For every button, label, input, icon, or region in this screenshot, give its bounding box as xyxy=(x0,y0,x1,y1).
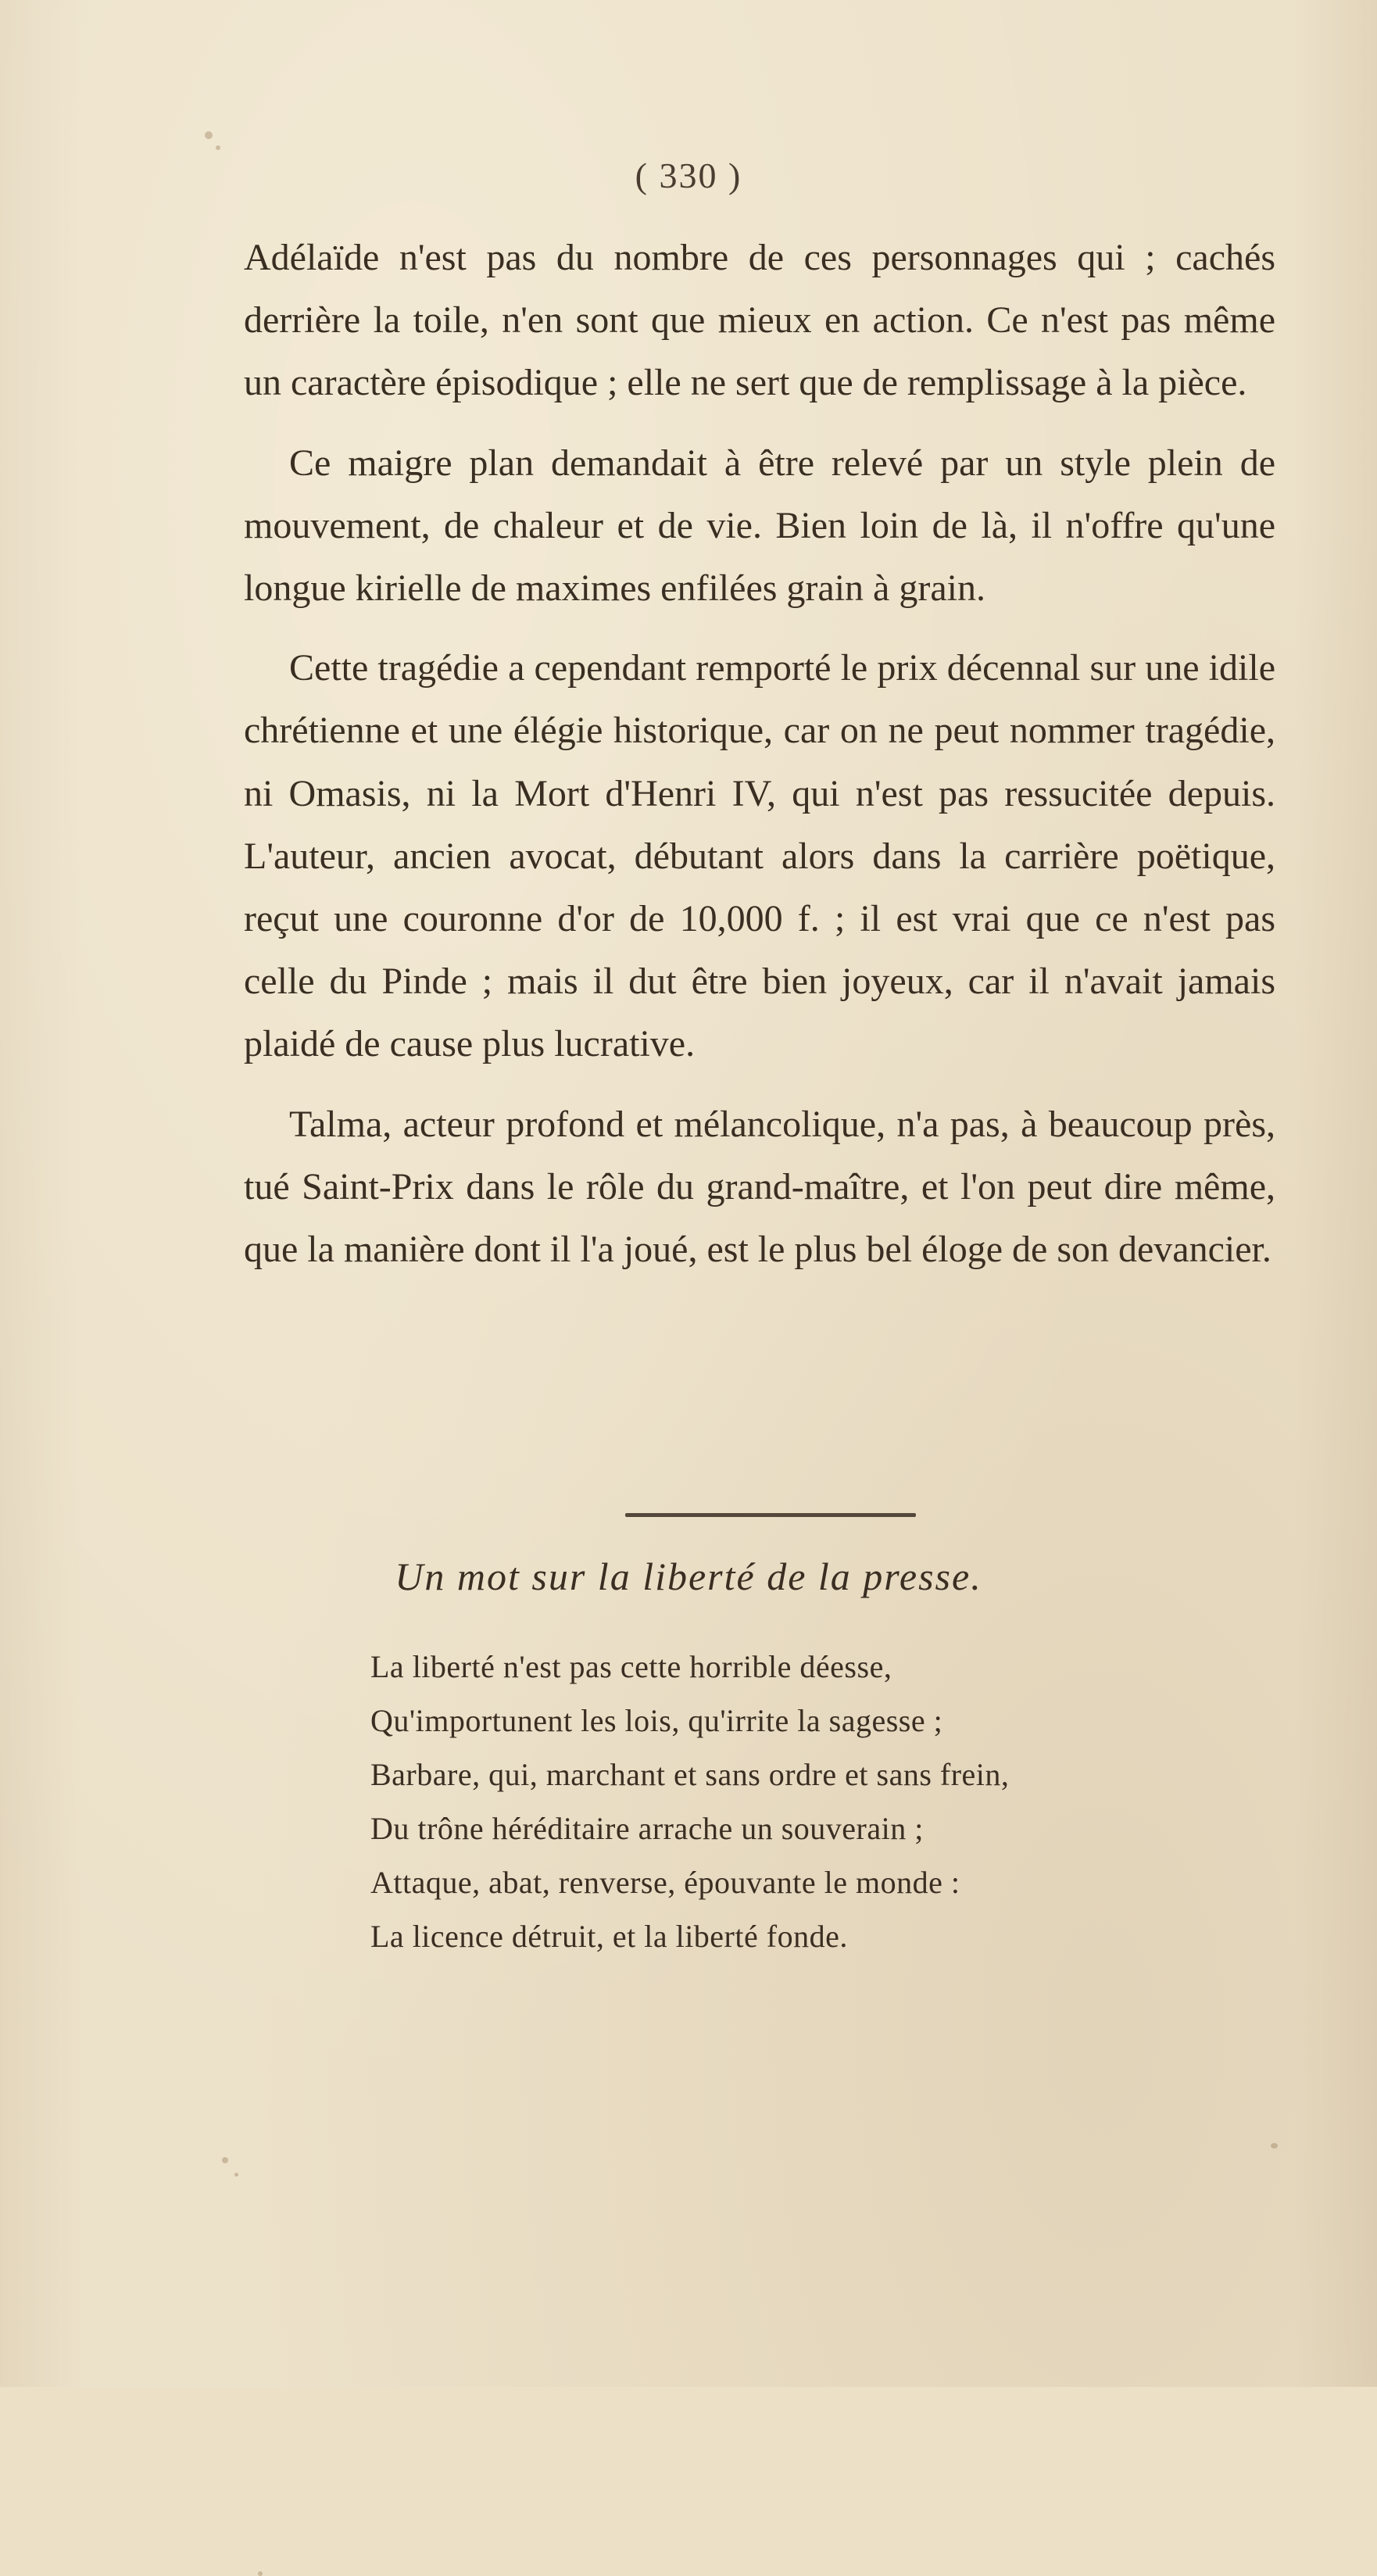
paper-spot xyxy=(1271,2143,1278,2148)
poem-line: La licence détruit, et la liberté fonde. xyxy=(370,1919,848,1954)
paragraph-1: Adélaïde n'est pas du nombre de ces personnages qui ; cachés derrière la toile, n'en sont que mieux en action. Ce n'est pas même un caractère épisodique ; elle ne sert que de remplissage à la pièce. xyxy=(244,237,1275,404)
paragraph-4: Talma, acteur profond et mélancolique, n'a pas, à beaucoup près, tué Saint-Prix dans le rôle du grand-maître, et l'on peut dire même, que la manière dont il l'a joué, est le plus bel éloge de son devancier. xyxy=(244,1103,1275,1271)
poem-line: Attaque, abat, renverse, épouvante le monde : xyxy=(370,1865,960,1900)
paper-spot xyxy=(216,145,220,150)
paper-spot xyxy=(205,131,213,139)
paper-spot xyxy=(234,2173,238,2177)
paragraph-2: Ce maigre plan demandait à être relevé par un style plein de mouvement, de chaleur et de vie. Bien loin de là, il n'offre qu'une longue kirielle de maximes enfilées grain à grain. xyxy=(244,442,1275,610)
poem-line: La liberté n'est pas cette horrible déesse, xyxy=(370,1649,892,1684)
poem xyxy=(370,1640,1269,1963)
paragraph-3: Cette tragédie a cependant remporté le prix décennal sur une idile chrétienne et une élégie historique, car on ne peut nommer tragédie, ni Omasis, ni la Mort d'Henri IV, qui n'est pas ressucitée depuis. L'auteur, ancien avocat, débutant alors dans la carrière poëtique, reçut une couronne d'or de 10,000 f. ; il est vrai que ce n'est pas celle du Pinde ; mais il dut être bien joyeux, car il n'avait jamais plaidé de cause plus lucrative. xyxy=(244,647,1275,1065)
prose-body xyxy=(244,227,1275,1281)
poem-line: Barbare, qui, marchant et sans ordre et sans frein, xyxy=(370,1757,1010,1792)
paper-spot xyxy=(258,2571,263,2576)
page-number: ( 330 ) xyxy=(635,156,742,195)
poem-line: Du trône héréditaire arrache un souverain ; xyxy=(370,1811,924,1846)
poem-title: Un mot sur la liberté de la presse. xyxy=(395,1555,982,1598)
poem-line: Qu'importunent les lois, qu'irrite la sagesse ; xyxy=(370,1703,943,1738)
section-divider xyxy=(625,1513,916,1517)
paper-spot xyxy=(222,2157,228,2163)
